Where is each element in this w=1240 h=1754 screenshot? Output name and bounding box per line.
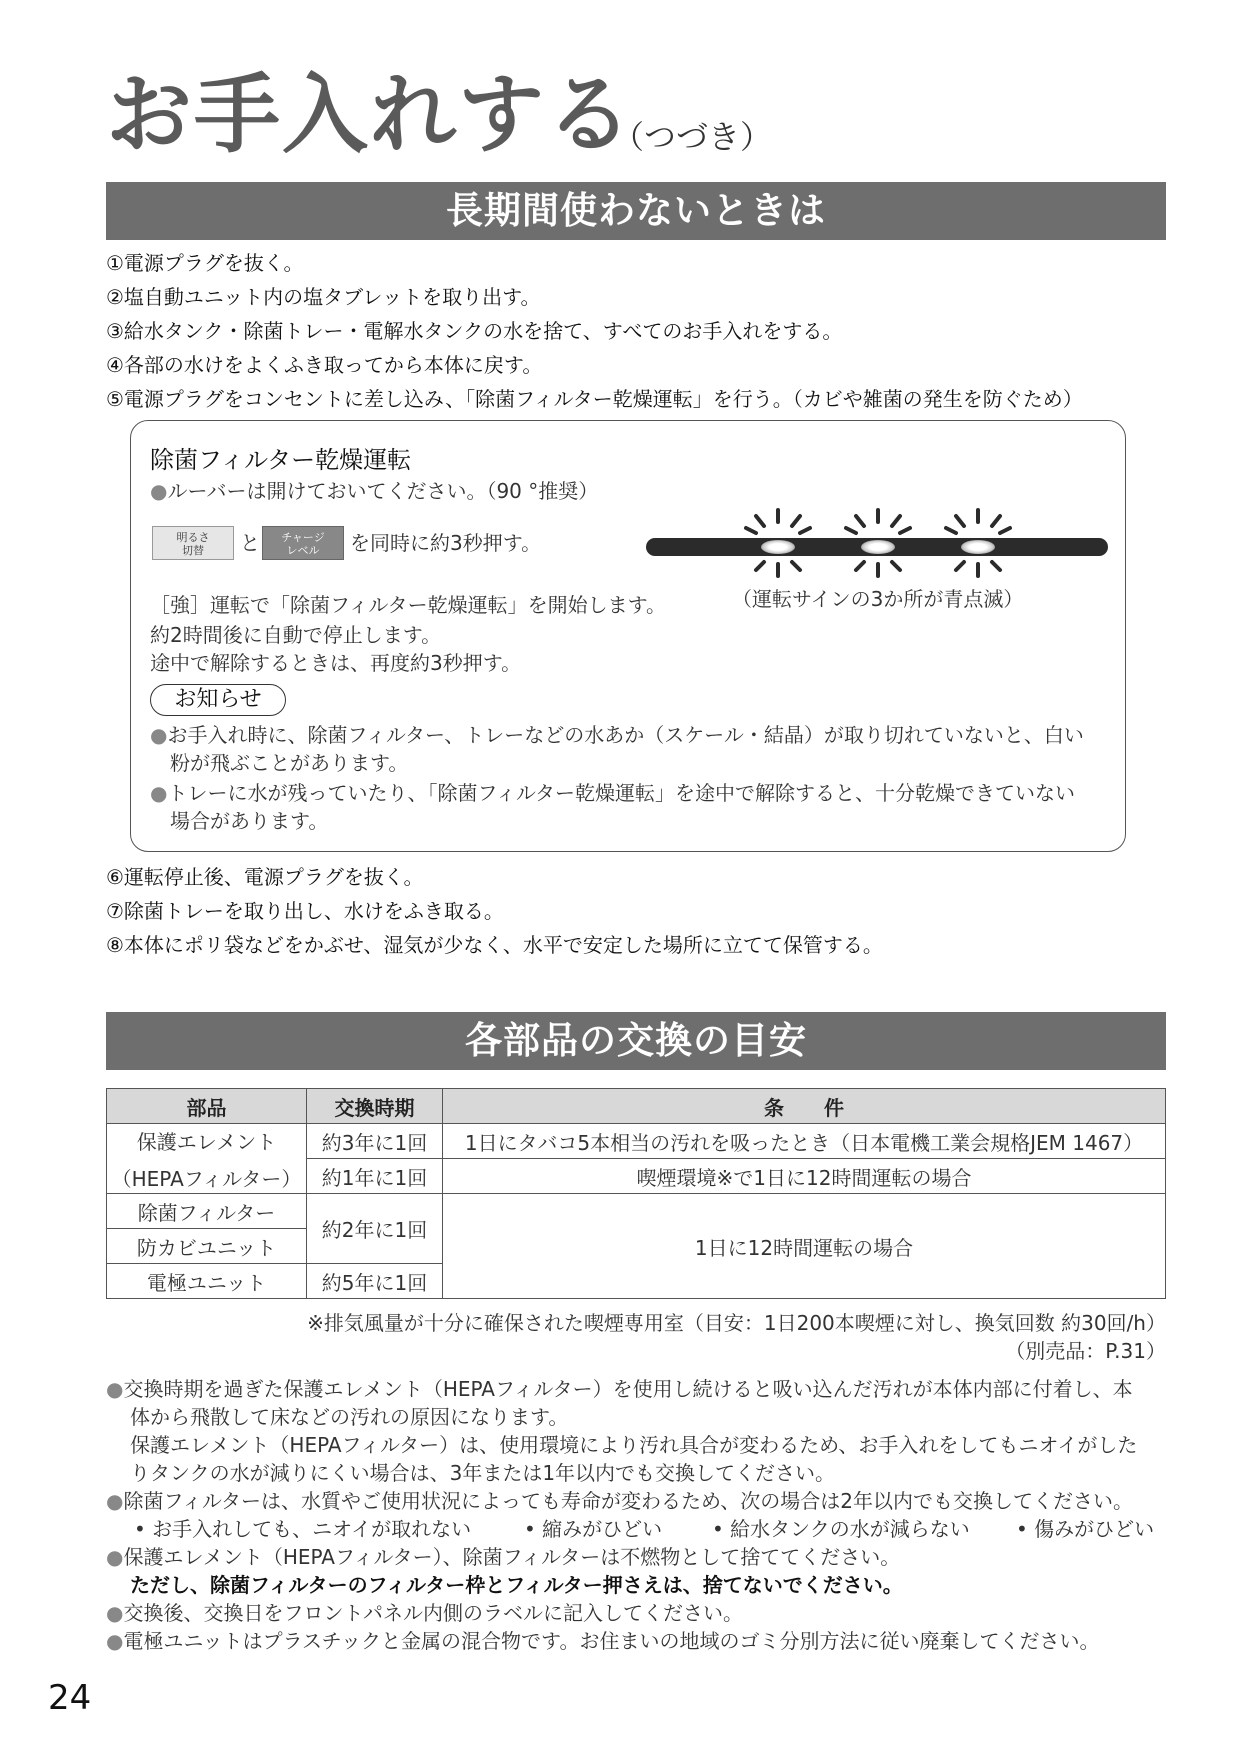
note-4 [106,1600,743,1627]
note-1-line-4: りタンクの水が減りにくい場合は、3年または1年以内でも交換してください。 [130,1461,836,1485]
section-heading-replacement: 各部品の交換の目安 [106,1012,1166,1070]
cell-filter: 除菌フィルター [107,1194,307,1229]
replacement-table [106,1088,1166,1299]
page-number: 24 [48,1678,92,1718]
cell-period: 約5年に1回 [307,1264,443,1299]
bullet-icon: ● [150,781,168,805]
bullet-icon: ● [106,1489,124,1513]
bullet-icon: ● [106,1601,124,1625]
notice-2-line-1: トレーに水が残っていたり、「除菌フィルター乾燥運転」を途中で解除すると、十分乾燥できていない [167,781,1076,805]
indicator-caption: （運転サインの3か所が青点滅） [732,587,1024,611]
notice-1-line-1: お手入れ時に、除菌フィルター、トレーなどの水あか（スケール・結晶）が取り切れていないと、白い [167,723,1084,747]
step-6: ⑥運転停止後、電源プラグを抜く。 [106,865,424,889]
charge-level-button-line2: レベル [286,544,320,557]
step-4: ④各部の水けをよくふき取ってから本体に戻す。 [106,353,543,377]
step-1: ①電源プラグを抜く。 [106,251,304,275]
louver-note [150,478,598,504]
footnote-smoking-room: ※排気風量が十分に確保された喫煙専用室（目安：1日200本喫煙に対し、換気回数 約30回/h） [307,1311,1166,1335]
notice-1-line-2: 粉が飛ぶことがあります。 [170,751,409,775]
table-row [107,1124,1166,1159]
notice-2-line-2: 場合があります。 [170,809,329,833]
note-2-item: • お手入れしても、ニオイが取れない [134,1517,472,1541]
charge-level-button [262,526,344,560]
cell-condition: 1日にタバコ5本相当の汚れを吸ったとき（日本電機工業会規格JEM 1467） [443,1124,1166,1159]
note-2-text: 除菌フィルターは、水質やご使用状況によっても寿命が変わるため、次の場合は2年以内でも交換してください。 [123,1489,1133,1513]
bullet-icon: ● [106,1545,124,1569]
page-subtitle: （つづき） [612,118,773,156]
protect-element-line2: （HEPAフィルター） [111,1166,302,1191]
cell-period: 約2年に1回 [307,1194,443,1264]
footnote-optional-part: （別売品：P.31） [1005,1339,1166,1363]
box-line-3: 途中で解除するときは、再度約3秒押す。 [150,651,522,675]
note-1-line-2: 体から飛散して床などの汚れの原因になります。 [130,1405,569,1429]
note-1-line-1: 交換時期を過ぎた保護エレメント（HEPAフィルター）を使用し続けると吸い込んだ汚れが本体内部に付着し、本 [123,1377,1133,1401]
cell-mold-unit: 防カビユニット [107,1229,307,1264]
cell-condition: 1日に12時間運転の場合 [443,1194,1166,1299]
protect-element-line1: 保護エレメント [136,1129,277,1154]
blink-rays-icon [730,506,1030,582]
note-2-item: • 傷みがひどい [1016,1517,1155,1541]
section-heading-long-term: 長期間使わないときは [106,182,1166,240]
bullet-icon: ● [106,1377,124,1401]
note-3-text: 保護エレメント（HEPAフィルター）、除菌フィルターは不燃物として捨ててください。 [123,1545,901,1569]
bullet-icon: ● [106,1629,124,1653]
table-row [107,1194,1166,1229]
bullet-icon: ● [150,479,168,503]
and-text: と [240,531,260,555]
note-2 [106,1488,1133,1515]
note-1 [106,1376,1133,1403]
filter-dry-title: 除菌フィルター乾燥運転 [150,446,412,474]
header-part: 部品 [107,1089,307,1124]
louver-note-text: ルーバーは開けておいてください。（90 °推奨） [167,479,599,503]
cell-period: 約3年に1回 [307,1124,443,1159]
note-4-text: 交換後、交換日をフロントパネル内側のラベルに記入してください。 [123,1601,744,1625]
notice-1 [150,722,1084,748]
header-condition: 条 件 [443,1089,1166,1124]
step-2: ②塩自動ユニット内の塩タブレットを取り出す。 [106,285,541,309]
notice-label: お知らせ [150,684,286,716]
step-5: ⑤電源プラグをコンセントに差し込み、「除菌フィルター乾燥運転」を行う。（カビや雑菌の発生を防ぐため） [106,387,1083,411]
brightness-button-line2: 切替 [182,544,204,557]
step-7: ⑦除菌トレーを取り出し、水けをふき取る。 [106,899,504,923]
note-1-line-3: 保護エレメント（HEPAフィルター）は、使用環境により汚れ具合が変わるため、お手入れをしてもニオイがした [130,1433,1138,1457]
note-3 [106,1544,900,1571]
brightness-button-line1: 明るさ [176,531,210,544]
note-5-text: 電極ユニットはプラスチックと金属の混合物です。お住まいの地域のゴミ分別方法に従い廃棄してください。 [123,1629,1100,1653]
notice-2 [150,780,1075,806]
note-2-item: • 給水タンクの水が減らない [712,1517,970,1541]
table-header-row [107,1089,1166,1124]
note-3-warning: ただし、除菌フィルターのフィルター枠とフィルター押さえは、捨てないでください。 [130,1573,903,1597]
box-line-1: ［強］運転で「除菌フィルター乾燥運転」を開始します。 [150,593,666,617]
box-line-2: 約2時間後に自動で停止します。 [150,623,442,647]
note-5 [106,1628,1099,1655]
note-2-item: • 縮みがひどい [524,1517,663,1541]
step-8: ⑧本体にポリ袋などをかぶせ、湿気が少なく、水平で安定した場所に立てて保管する。 [106,933,883,957]
cell-condition: 喫煙環境※で1日に12時間運転の場合 [443,1159,1166,1194]
brightness-button [152,526,234,560]
header-period: 交換時期 [307,1089,443,1124]
page-title: お手入れする [106,65,634,165]
step-3: ③給水タンク・除菌トレー・電解水タンクの水を捨て、すべてのお手入れをする。 [106,319,843,343]
cell-period: 約1年に1回 [307,1159,443,1194]
bullet-icon: ● [150,723,168,747]
charge-level-button-line1: チャージ [281,531,325,544]
press-instruction: を同時に約3秒押す。 [350,531,542,555]
cell-protect-element [107,1124,307,1194]
cell-electrode-unit: 電極ユニット [107,1264,307,1299]
